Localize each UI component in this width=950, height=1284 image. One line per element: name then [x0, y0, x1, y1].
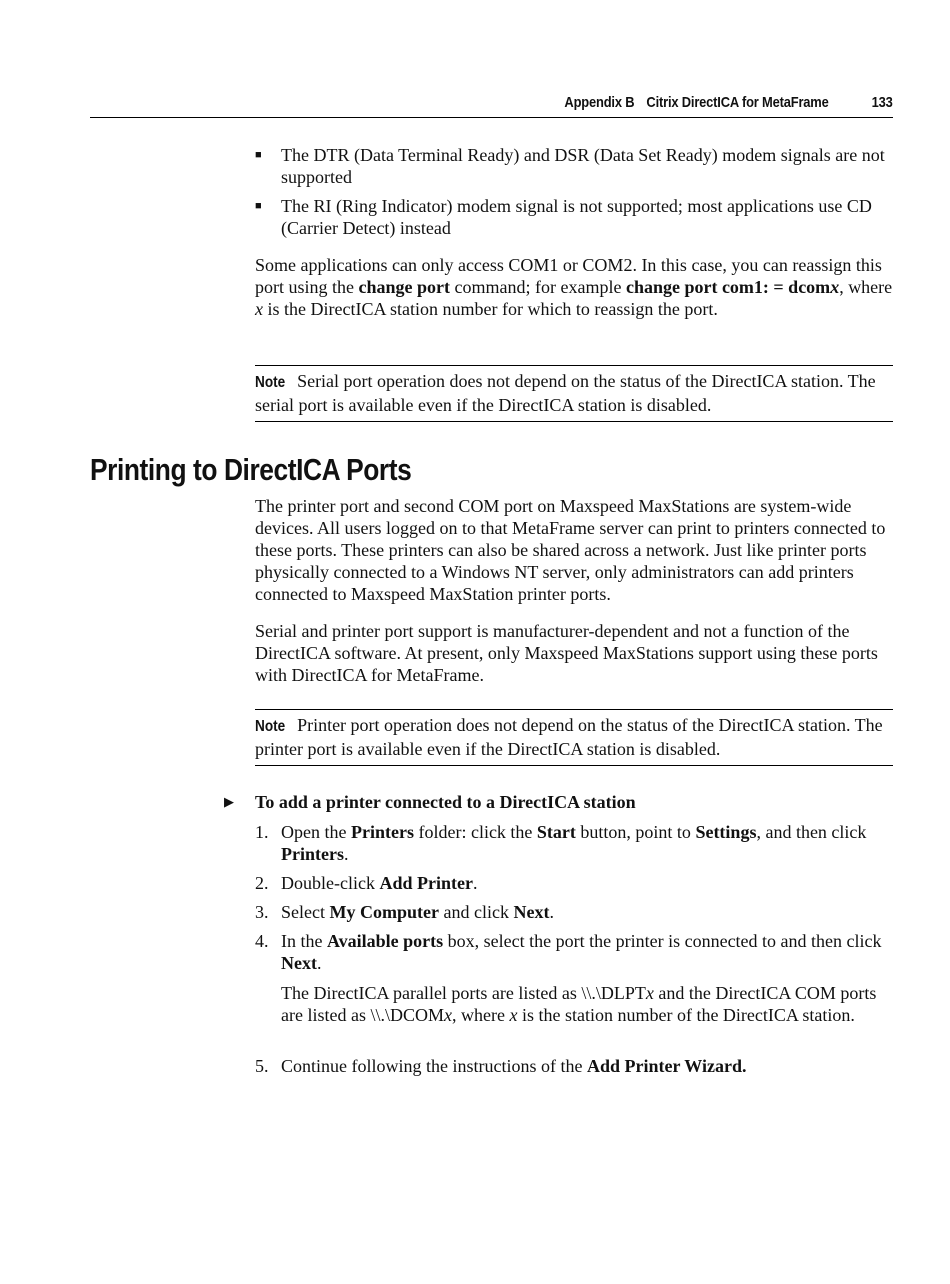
bullet-item	[255, 144, 895, 188]
note-text: Serial port operation does not depend on the status of the DirectICA station. The serial port is available even if the DirectICA station is disabled.	[255, 371, 876, 415]
section-heading: Printing to DirectICA Ports	[90, 452, 412, 487]
procedure-arrow-icon: ▶	[224, 794, 234, 809]
running-header	[565, 94, 893, 111]
step-detail	[255, 982, 895, 1026]
step-number: 3.	[255, 902, 269, 922]
step-text: Double-click Add Printer.	[281, 873, 478, 893]
note-label: Note	[255, 718, 286, 735]
procedure-step	[255, 1055, 895, 1077]
section-paragraph-1: The printer port and second COM port on Maxspeed MaxStations are system-wide devices. All users logged on to that MetaFrame server can print to printers connected to these ports. These printers can also be shared across a network. Just like printer ports physically connected to a Windows NT server, only administrators can add printers connected to Maxspeed MaxStation printer ports.	[255, 496, 886, 604]
procedure-step	[255, 872, 895, 894]
procedure-step	[255, 901, 895, 923]
step-detail-text: The DirectICA parallel ports are listed as \\.\DLPTx and the DirectICA COM ports are listed as \\.\DCOMx, where x is the station number of the DirectICA station.	[281, 983, 877, 1025]
note-rule-bottom	[255, 421, 893, 422]
page-number: 133	[871, 94, 893, 111]
header-chapter: Citrix DirectICA for MetaFrame	[646, 94, 829, 111]
header-rule	[90, 117, 893, 118]
step-text: In the Available ports box, select the port the printer is connected to and then click Next.	[281, 931, 882, 973]
step-number: 4.	[255, 931, 269, 951]
note-rule-top	[255, 365, 893, 366]
step-text: Open the Printers folder: click the Start button, point to Settings, and then click Printers.	[281, 822, 867, 864]
note-label: Note	[255, 374, 286, 391]
procedure-title: To add a printer connected to a DirectICA station	[255, 792, 636, 812]
procedure-step	[255, 930, 895, 974]
step-number: 5.	[255, 1056, 269, 1076]
step-text: Continue following the instructions of the Add Printer Wizard.	[281, 1056, 747, 1076]
bullet-square-icon: ■	[255, 200, 262, 212]
bullet-item	[255, 195, 895, 239]
bullet-text: The DTR (Data Terminal Ready) and DSR (Data Set Ready) modem signals are not supported	[281, 145, 885, 187]
step-number: 1.	[255, 822, 269, 842]
section-paragraph-2: Serial and printer port support is manufacturer-dependent and not a function of the DirectICA software. At present, only Maxspeed MaxStations support using these ports with DirectICA for MetaFrame.	[255, 621, 878, 685]
step-text: Select My Computer and click Next.	[281, 902, 554, 922]
note-rule-bottom	[255, 765, 893, 766]
note-rule-top	[255, 709, 893, 710]
step-number: 2.	[255, 873, 269, 893]
com-port-paragraph: Some applications can only access COM1 or COM2. In this case, you can reassign this port using the change port command; for example change port com1: = dcomx, where x is the DirectICA station number for which to reassign the port.	[255, 255, 893, 319]
header-appendix: Appendix B	[564, 94, 635, 111]
bullet-text: The RI (Ring Indicator) modem signal is not supported; most applications use CD (Carrier Detect) instead	[281, 196, 872, 238]
note-text: Printer port operation does not depend on the status of the DirectICA station. The printer port is available even if the DirectICA station is disabled.	[255, 715, 883, 759]
bullet-square-icon: ■	[255, 149, 262, 161]
note-printer	[255, 714, 893, 760]
procedure-step	[255, 821, 895, 865]
note-serial	[255, 370, 893, 416]
